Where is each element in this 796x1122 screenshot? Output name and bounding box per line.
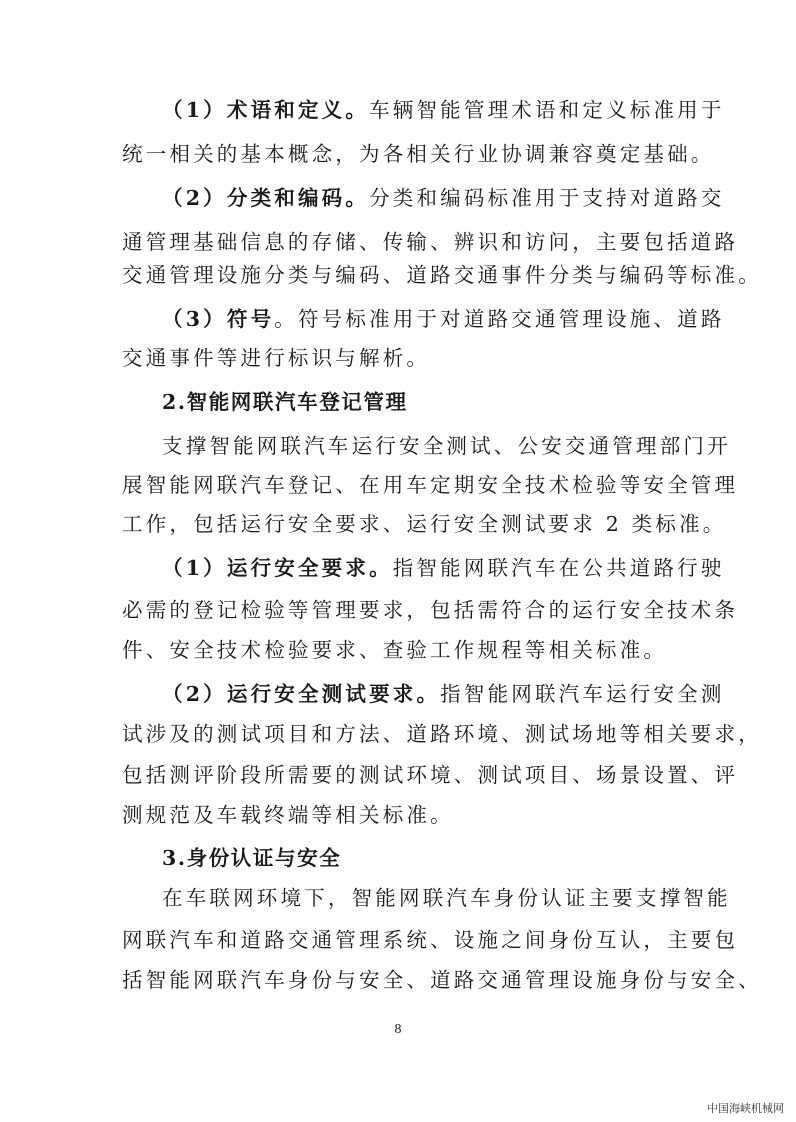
paragraph-line: 交通事件等进行标识与解析。 bbox=[122, 346, 431, 370]
paragraph-line: 工作，包括运行安全要求、运行安全测试要求 2 类标准。 bbox=[122, 512, 727, 536]
section-label-operation-safety: （1）运行安全要求。 bbox=[162, 556, 393, 580]
paragraph-line: 测规范及车载终端等相关标准。 bbox=[122, 803, 454, 827]
source-watermark: 中国海峡机械网 bbox=[707, 1102, 784, 1115]
section-label-symbols: （3）符号 bbox=[162, 307, 275, 331]
paragraph-line: 试涉及的测试项目和方法、道路环境、测试场地等相关要求， bbox=[122, 722, 762, 746]
paragraph-operation-safety bbox=[0, 548, 796, 588]
paragraph-line: 展智能网联汽车登记、在用车定期安全技术检验等安全管理 bbox=[122, 473, 739, 497]
paragraph-classification-coding bbox=[0, 178, 796, 218]
paragraph-text: 车辆智能管理术语和定义标准用于 bbox=[369, 98, 725, 122]
section-label-classification-coding: （2）分类和编码。 bbox=[162, 186, 370, 210]
paragraph-line: 通管理基础信息的存储、传输、辨识和访问，主要包括道路 bbox=[122, 230, 739, 254]
paragraph-line: 网联汽车和道路交通管理系统、设施之间身份互认，主要包 bbox=[122, 928, 739, 952]
paragraph-line: 括智能网联汽车身份与安全、道路交通管理设施身份与安全、 bbox=[122, 968, 762, 992]
page-number: 8 bbox=[394, 1022, 402, 1037]
section-heading-vehicle-registration: 2.智能网联汽车登记管理 bbox=[162, 390, 408, 414]
section-label-term-definition: （1）术语和定义。 bbox=[162, 98, 370, 122]
paragraph-line: 支撑智能网联汽车运行安全测试、公安交通管理部门开 bbox=[162, 434, 731, 458]
paragraph-line: 在车联网环境下，智能网联汽车身份认证主要支撑智能 bbox=[162, 886, 731, 910]
paragraph-line: 交通管理设施分类与编码、道路交通事件分类与编码等标准。 bbox=[122, 263, 762, 287]
section-heading-identity-security: 3.身份认证与安全 bbox=[162, 846, 342, 870]
paragraph-text: 分类和编码标准用于支持对道路交 bbox=[369, 186, 725, 210]
paragraph-line: 必需的登记检验等管理要求，包括需符合的运行安全技术条 bbox=[122, 598, 739, 622]
paragraph-term-definition bbox=[0, 90, 796, 130]
paragraph-line: 包括测评阶段所需要的测试环境、测试项目、场景设置、评 bbox=[122, 763, 739, 787]
paragraph-safety-testing bbox=[0, 674, 796, 714]
paragraph-text: 指智能网联汽车运行安全测 bbox=[440, 682, 725, 706]
paragraph-line: 统一相关的基本概念，为各相关行业协调兼容奠定基础。 bbox=[122, 142, 715, 166]
paragraph-text: 指智能网联汽车在公共道路行驶 bbox=[392, 556, 725, 580]
section-label-safety-testing: （2）运行安全测试要求。 bbox=[162, 682, 441, 706]
paragraph-symbols bbox=[0, 299, 796, 339]
paragraph-text: 。符号标准用于对道路交通管理设施、道路 bbox=[274, 307, 725, 331]
paragraph-line: 件、安全技术检验要求、查验工作规程等相关标准。 bbox=[122, 638, 668, 662]
